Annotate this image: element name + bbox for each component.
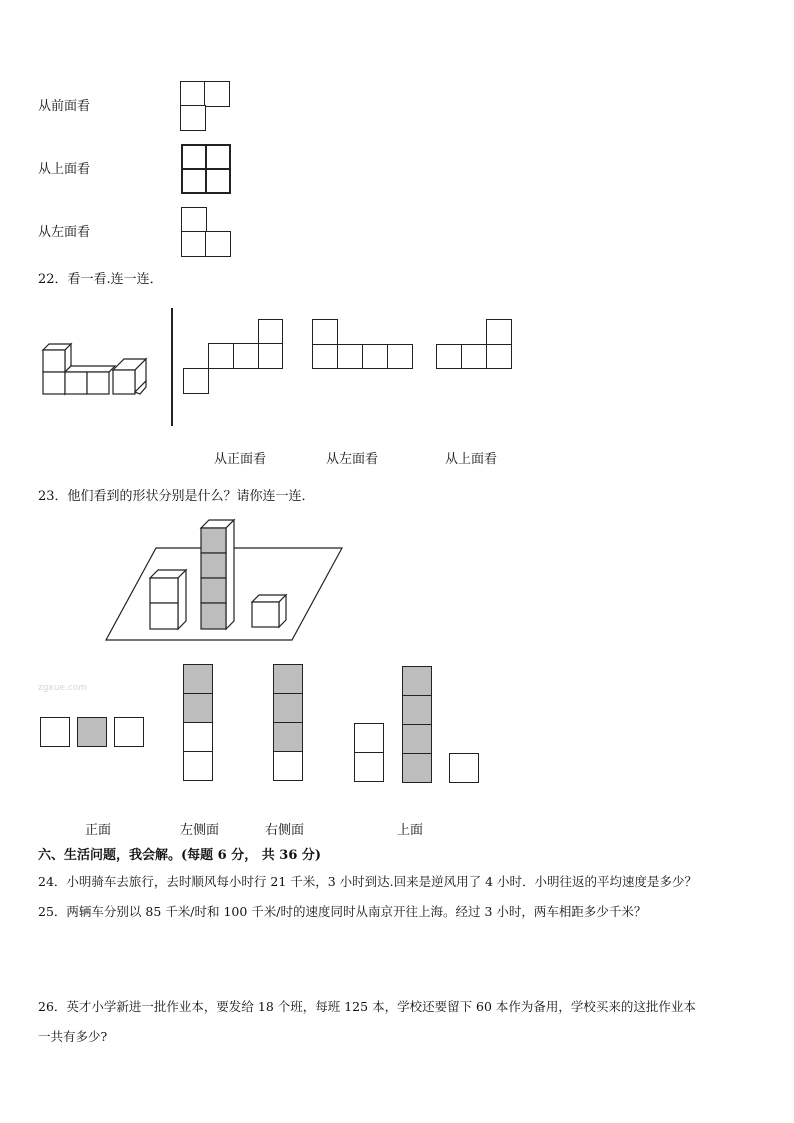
square (233, 343, 259, 369)
square (208, 343, 234, 369)
q22-cube-model (40, 340, 160, 400)
square (402, 724, 432, 754)
section-title: 六、生活问题，我会解。(每题 6 分， 共 36 分) (38, 848, 322, 863)
watermark: zgxue.com (38, 683, 88, 693)
question-26: 26．英才小学新进一批作业本，要发给 18 个班，每班 125 本，学校还要留下 60 本作为备用，学校买来的这批作业本 (38, 999, 696, 1014)
square (337, 344, 363, 369)
square (114, 717, 144, 747)
divider-line (171, 308, 173, 426)
square (181, 144, 207, 170)
square (436, 344, 462, 369)
square (181, 207, 207, 233)
square (183, 693, 213, 723)
q22-title: 22．看一看.连一连． (38, 272, 163, 287)
square (402, 695, 432, 725)
square (40, 717, 70, 747)
question-24: 24．小明骑车去旅行，去时顺风每小时行 21 千米，3 小时到达.回来是逆风用了 4 小时．小明往返的平均速度是多少？ (38, 874, 698, 889)
square (183, 751, 213, 781)
square (180, 81, 206, 107)
square (354, 752, 384, 782)
square (180, 105, 206, 131)
square (183, 722, 213, 752)
q23-label-front: 正面 (85, 823, 112, 838)
question-25: 25．两辆车分别以 85 千米/时和 100 千米/时的速度同时从南京开往上海。经过 3 小时，两车相距多少千米？ (38, 904, 647, 919)
square (312, 319, 338, 345)
square (387, 344, 413, 369)
square (183, 368, 209, 394)
scene-drawing (100, 518, 350, 646)
square (77, 717, 107, 747)
view-label-front: 从前面看 (38, 99, 91, 114)
q22-label-front: 从正面看 (214, 452, 267, 467)
square (205, 144, 231, 170)
square (362, 344, 388, 369)
view-label-left: 从左面看 (38, 225, 91, 240)
view-label-top: 从上面看 (38, 162, 91, 177)
q23-title: 23．他们看到的形状分别是什么？请你连一连． (38, 489, 315, 504)
square (402, 666, 432, 696)
square (354, 723, 384, 753)
square (205, 168, 231, 194)
square (273, 693, 303, 723)
cube-model-drawing (40, 340, 160, 400)
square (258, 319, 283, 344)
square (181, 231, 207, 257)
square (258, 343, 283, 369)
question-26-cont: 一共有多少? (38, 1029, 108, 1044)
square (273, 751, 303, 781)
q23-label-left: 左侧面 (180, 823, 220, 838)
q22-label-top: 从上面看 (445, 452, 498, 467)
square (486, 319, 512, 345)
square (402, 753, 432, 783)
square (204, 81, 230, 107)
q23-scene (100, 518, 350, 646)
square (486, 344, 512, 369)
q22-label-left: 从左面看 (326, 452, 379, 467)
q23-label-top: 上面 (397, 823, 424, 838)
q23-label-right: 右侧面 (265, 823, 305, 838)
square (312, 344, 338, 369)
square (273, 664, 303, 694)
square (183, 664, 213, 694)
square (273, 722, 303, 752)
square (449, 753, 479, 783)
square (205, 231, 231, 257)
square (461, 344, 487, 369)
square (181, 168, 207, 194)
